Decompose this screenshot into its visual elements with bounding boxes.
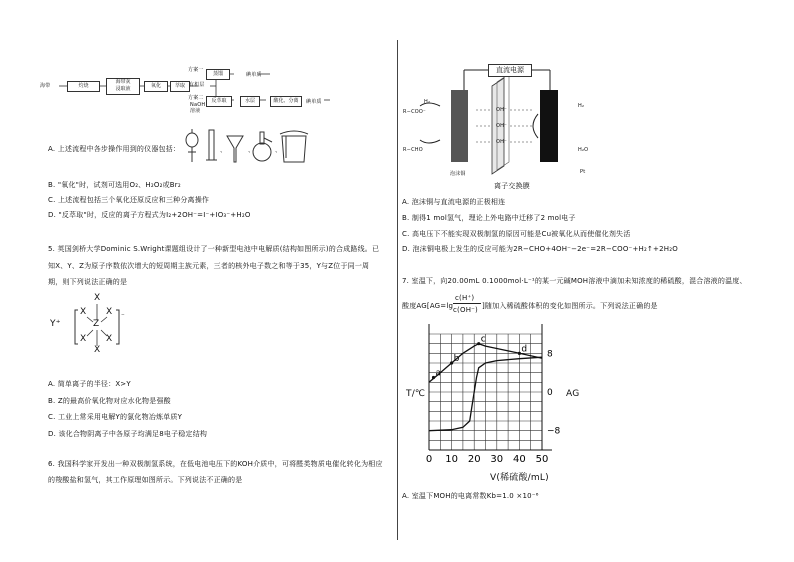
oh-ion-1: OH⁻ bbox=[496, 107, 507, 113]
atom-x-bottom: X bbox=[94, 345, 101, 355]
q5-option-d: D. 该化合物阴离子中各原子均满足8电子稳定结构 bbox=[48, 430, 208, 438]
flow-extract-liquid: 海带灰 浸取液 bbox=[106, 78, 140, 95]
membrane-label: 离子交换膜 bbox=[494, 182, 530, 190]
pt-label: Pt bbox=[580, 169, 586, 175]
h2o-label: H₂O bbox=[578, 147, 589, 153]
atom-x-ur: X bbox=[106, 307, 113, 317]
flask-icon bbox=[253, 132, 272, 161]
x-tick-label: 0 bbox=[425, 454, 433, 465]
rcoo-label: R−COO⁻ bbox=[403, 109, 426, 115]
x-tick-label: 40 bbox=[513, 454, 526, 465]
q7-frac-bar bbox=[453, 303, 481, 304]
point-label-d: d bbox=[521, 344, 528, 355]
q5-line1: 5. 英国剑桥大学Dominic S.Wright课题组设计了一种新型电池中电解质(结构如图所示)的合成路线。已 bbox=[48, 245, 380, 253]
flow-naoh: NaOH 溶液 bbox=[190, 102, 206, 114]
x-tick-label: 20 bbox=[467, 454, 481, 465]
flow-plan1: 方案一 bbox=[188, 67, 204, 73]
svg-text:、: 、 bbox=[248, 147, 255, 154]
prev-option-b: B. "氧化"时，试剂可选用O₂、H₂O₂或Br₂ bbox=[48, 181, 181, 189]
flow-acidify: 酸化、分离 bbox=[270, 96, 302, 107]
q7-line2-post: ]随加入稀硫酸体积的变化如图所示。下列说法正确的是 bbox=[482, 302, 658, 310]
q7-chart-svg bbox=[400, 320, 600, 492]
q5-option-a: A. 简单离子的半径：X>Y bbox=[48, 380, 131, 388]
beaker-icon bbox=[280, 131, 308, 162]
chart-ylabel-left: T/℃ bbox=[406, 389, 426, 399]
foam-copper-electrode bbox=[451, 90, 468, 162]
svg-text:、: 、 bbox=[220, 147, 227, 154]
q6-option-b: B. 制得1 mol氢气，理论上外电路中迁移了2 mol电子 bbox=[402, 214, 576, 222]
flow-seaweed: 海带 bbox=[40, 83, 51, 89]
q5-option-b: B. Z的最高价氧化物对应水化物是强酸 bbox=[48, 397, 171, 405]
flow-plan2: 方案二 bbox=[188, 95, 204, 101]
svg-text:、: 、 bbox=[275, 147, 282, 154]
flow-extract: 萃取 bbox=[170, 81, 190, 92]
flow-organic-layer: 有机层 bbox=[189, 82, 205, 88]
chart-ylabel-right: AG bbox=[566, 389, 580, 399]
apparatus-figures bbox=[182, 128, 312, 170]
structure-bonds bbox=[48, 290, 158, 360]
atom-x-top: X bbox=[94, 293, 101, 303]
flow-iodine2: 碘单质 bbox=[306, 99, 322, 105]
flow-water-layer: 水层 bbox=[240, 96, 260, 107]
atom-z: Z bbox=[93, 319, 100, 329]
q7-line1: 7. 室温下，向20.00mL 0.1000mol·L⁻¹的某一元碱MOH溶液中滴加未知浓度的稀硫酸，混合溶液的温度、 bbox=[402, 277, 747, 285]
flow-iodine1: 碘单质 bbox=[246, 72, 262, 78]
ag-tick-label: −8 bbox=[547, 426, 561, 437]
atom-x-lr: X bbox=[106, 334, 113, 344]
flow-ash: 灼烧 bbox=[67, 81, 100, 92]
q7-option-a: A. 室温下MOH的电离常数Kb=1.0 ×10⁻⁶ bbox=[402, 492, 539, 500]
ag-tick-label: 8 bbox=[547, 349, 553, 360]
pt-electrode bbox=[540, 90, 558, 162]
point-label-b: b bbox=[453, 354, 460, 364]
cation-y: Y⁺ bbox=[50, 319, 61, 329]
atom-x-ul: X bbox=[80, 307, 87, 317]
flow-distill: 蒸馏 bbox=[206, 69, 230, 80]
q5-line3: 期，则下列说法正确的是 bbox=[48, 278, 128, 286]
dc-power: 直流电源 bbox=[488, 64, 532, 77]
q6-option-c: C. 高电压下不能实现双极制氢的原因可能是Cu被氧化从而使催化剂失活 bbox=[402, 230, 631, 238]
oh-ion-2: OH⁻ bbox=[496, 123, 507, 129]
column-divider bbox=[397, 40, 398, 540]
foam-copper-label: 泡沫铜 bbox=[450, 171, 466, 177]
flow-oxidize: 氧化 bbox=[144, 81, 168, 92]
flow-back-extract: 反萃取 bbox=[206, 96, 232, 107]
separatory-funnel-icon bbox=[186, 129, 198, 162]
rcho-label: R−CHO bbox=[403, 147, 423, 153]
q7-frac-den: c(OH⁻) bbox=[453, 306, 478, 314]
q7-line2-pre: 酸度AG[AG=lg bbox=[402, 302, 454, 310]
funnel-icon bbox=[227, 136, 243, 162]
q6-line2: 的羧酸盐和氢气，其工作原理如图所示。下列说法不正确的是 bbox=[48, 476, 243, 484]
q7-frac-num: c(H⁺) bbox=[455, 294, 475, 302]
q6-option-a: A. 泡沫铜与直流电源的正极相连 bbox=[402, 198, 506, 206]
h2-right: H₂ bbox=[578, 103, 585, 109]
point-label-c: c bbox=[480, 334, 486, 345]
q5-option-c: C. 工业上常采用电解Y的氯化物冶炼单质Y bbox=[48, 413, 183, 421]
q6-option-d: D. 泡沫铜电极上发生的反应可能为2R−CHO+4OH⁻−2e⁻=2R−COO⁻+H₂↑+2H₂O bbox=[402, 245, 678, 253]
q6-line1: 6. 我国科学家开发出一种双极制氢系统，在低电池电压下的KOH介质中，可将醛类物质电催化转化为相应 bbox=[48, 460, 383, 468]
prev-option-c: C. 上述流程包括三个氧化还原反应和三种分离操作 bbox=[48, 196, 210, 204]
ag-tick-label: 0 bbox=[547, 388, 553, 398]
x-tick-label: 10 bbox=[445, 454, 458, 465]
prev-option-d: D. "反萃取"时，反应的离子方程式为I₂+2OH⁻=I⁻+IO₃⁻+H₂O bbox=[48, 211, 251, 219]
prev-option-a: A. 上述流程中各步操作用到的仪器包括： bbox=[48, 145, 181, 153]
x-tick-label: 50 bbox=[535, 454, 549, 465]
q5-line2: 知X、Y、Z为原子序数依次增大的短周期主族元素，三者的核外电子数之和等于35，Y与Z位于同一周 bbox=[48, 262, 370, 270]
point-label-a: a bbox=[435, 368, 442, 379]
oh-ion-3: OH⁻ bbox=[496, 139, 507, 145]
chart-xlabel: V(稀硫酸/mL) bbox=[490, 473, 549, 483]
anion-charge: ⁻ bbox=[121, 312, 125, 320]
atom-x-ll: X bbox=[80, 334, 87, 344]
column-icon bbox=[206, 130, 217, 160]
h2-left: H₂ bbox=[424, 99, 431, 105]
x-tick-label: 30 bbox=[490, 454, 504, 465]
